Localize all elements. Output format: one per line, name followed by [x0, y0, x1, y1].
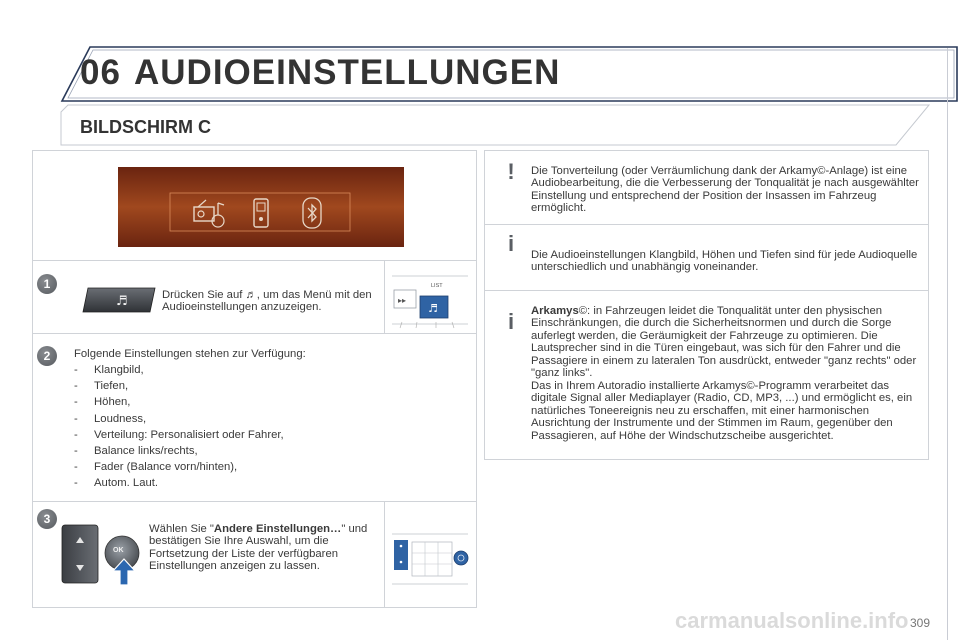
step-1-badge: 1 — [37, 274, 57, 294]
ok-label: OK — [113, 547, 124, 554]
settings-list-item: - Autom. Laut. — [74, 475, 454, 491]
step-3-badge: 3 — [37, 509, 57, 529]
svg-text:▸▸: ▸▸ — [398, 296, 407, 305]
note-arkamys — [531, 305, 921, 379]
press-arrow-icon — [111, 557, 137, 587]
panel-divider — [384, 502, 385, 608]
keypad-illustration — [390, 528, 470, 588]
info-icon: i — [507, 309, 515, 334]
warning-symbol: ! — [507, 159, 515, 184]
step-2-badge: 2 — [37, 346, 57, 366]
arkamys-text: ©: in Fahrzeugen leidet die Tonqualität unter den physischen Einschränkungen, die durch die Sicherheitsnormen und durch die Sorge auferlegt werden, die Geräumigkeit der Fahrzeuge zu optimieren. Die Lautsprecher sind in die Türen eingebaut, was sich für den Fahrer und die Passagiere in einem zu lateralen Ton ausdrückt, entweder "ganz rechts" oder "ganz links". — [531, 305, 917, 380]
section-title: BILDSCHIRM C — [80, 117, 211, 137]
page-edge-rule — [947, 48, 948, 640]
radio-music-icon — [190, 197, 228, 229]
settings-list-item: - Höhen, — [74, 394, 454, 410]
settings-intro: Folgende Einstellungen stehen zur Verfügung: — [74, 348, 306, 360]
bluetooth-icon — [302, 197, 322, 229]
phone-icon — [252, 197, 270, 229]
chapter-title: AUDIOEINSTELLUNGEN — [134, 53, 561, 92]
chapter-number: 06 — [80, 53, 121, 92]
info-icon: i — [507, 231, 515, 256]
watermark: carmanualsonline.info — [675, 608, 909, 633]
panel-divider — [485, 224, 928, 225]
settings-list-item: - Klangbild, — [74, 362, 454, 378]
settings-list — [74, 362, 454, 492]
list-button-label: LIST — [431, 283, 443, 289]
svg-text:♬: ♬ — [428, 302, 438, 315]
settings-list-item: - Balance links/rechts, — [74, 443, 454, 459]
control-panel-illustration — [390, 272, 470, 330]
settings-list-item: - Verteilung: Personalisiert oder Fahrer, — [74, 427, 454, 443]
audio-settings-button[interactable] — [82, 287, 156, 313]
page-number: 309 — [910, 616, 931, 630]
panel-divider — [33, 260, 476, 261]
panel-divider — [384, 261, 385, 333]
settings-list-item: - Fader (Balance vorn/hinten), — [74, 459, 454, 475]
note-arkamys-program: Das in Ihrem Autoradio installierte Arkamys©-Programm verarbeitet das digitale Signal aller Mediaplayer (Radio, CD, MP3, ...) und ermöglicht es, ein natürliches Toneereignis neu zu erschaffen, mit einer harmonischen Ausrichtung der Instrumente und der Stimmen im Raum, gegenüber den Passagieren, auf Höhe der Windschutzscheibe ausgerichtet. — [531, 380, 913, 442]
note-sound-distribution: Die Tonverteilung (oder Verräumlichung dank der Arkamy©-Anlage) ist eine Audiobearbeitung, die die Verbesserung der Tonqualität je nach ausgewählter Einstellung und entsprechend der Position der Insassen im Fahrzeug ermöglicht. — [531, 165, 919, 215]
step-3-prefix: Wählen Sie " — [149, 523, 214, 535]
svg-text:♬: ♬ — [116, 294, 128, 309]
panel-divider — [33, 501, 476, 502]
note-audio-source-settings: Die Audioeinstellungen Klangbild, Höhen und Tiefen sind für jede Audioquelle unterschiedlich und unabhängig voneinander. — [531, 249, 918, 274]
settings-list-item: - Tiefen, — [74, 378, 454, 394]
panel-divider — [33, 333, 476, 334]
step-1-text: Drücken Sie auf ♬, um das Menü mit den Audioeinstellungen anzuzeigen. — [162, 289, 372, 314]
step-3-suffix: " und bestätigen Sie Ihre Auswahl, um die Fortsetzung der Liste der verfügbaren Einstellungen anzeigen zu lassen. — [149, 523, 368, 573]
panel-divider — [485, 290, 928, 291]
arkamys-brand: Arkamys — [531, 305, 579, 317]
settings-list-item: - Loudness, — [74, 411, 454, 427]
step-3-text — [149, 523, 379, 573]
step-3-bold-option: Andere Einstellungen… — [213, 523, 342, 535]
